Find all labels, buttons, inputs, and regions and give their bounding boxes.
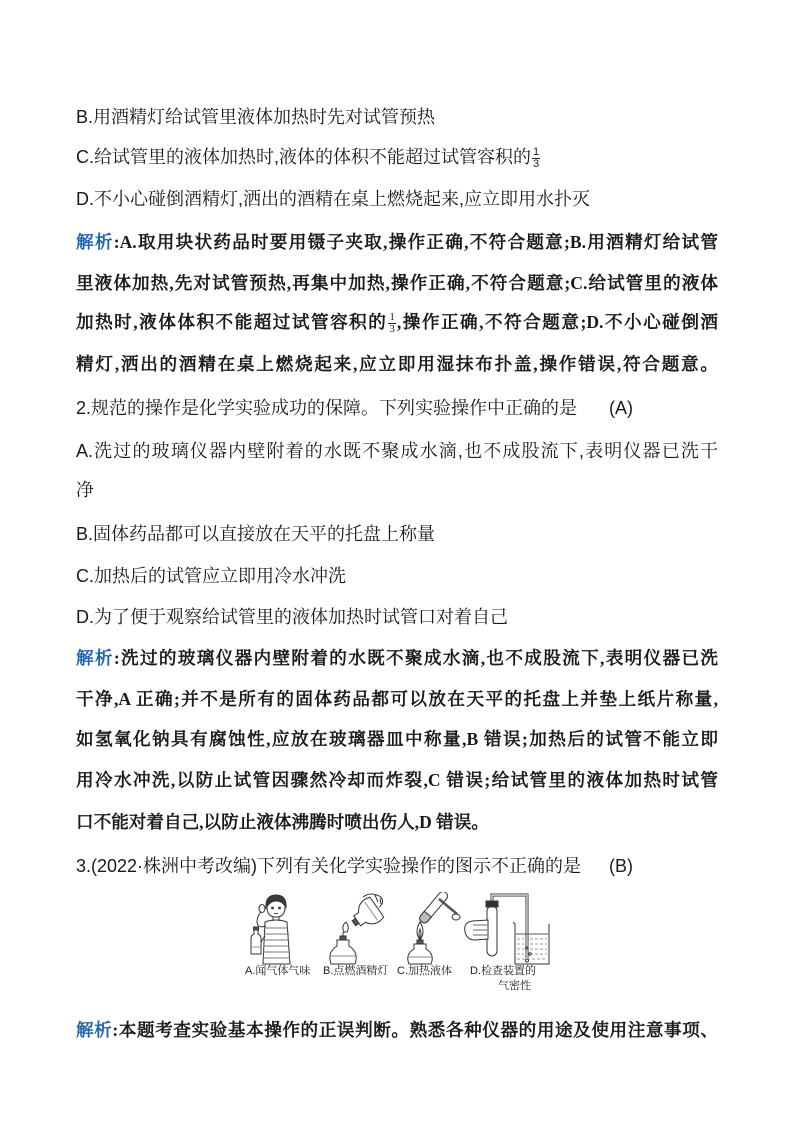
analysis-text: :A.取用块状药品时要用镊子夹取,操作正确,不符合题意;B.用酒精灯给试管 [113,232,718,252]
analysis1-line3 [76,309,718,335]
analysis2-line3: 如氢氧化钠具有腐蚀性,应放在玻璃器皿中称量,B 错误;加热后的试管不能立即 [76,729,718,749]
q2-stem: 2.规范的操作是化学实验成功的保障。下列实验操作中正确的是 [76,398,578,418]
analysis2-line4: 用冷水冲洗,以防止试管因骤然冷却而炸裂,C 错误;给试管里的液体加热时试管 [76,770,718,790]
analysis-text: ,操作正确,不符合题意;D.不小心碰倒酒 [396,312,718,332]
analysis1-line4: 精灯,洒出的酒精在桌上燃烧起来,应立即用湿抹布扑盖,操作错误,符合题意。 [76,354,718,374]
figure-caption-c: C.加热液体 [397,965,452,977]
q2-option-d: D.为了便于观察给试管里的液体加热时试管口对着自己 [76,607,508,627]
analysis-label: 解析 [76,1020,113,1040]
analysis-text: :洗过的玻璃仪器内壁附着的水既不聚成水滴,也不成股流下,表明仪器已洗 [113,648,718,668]
experiment-figure [243,892,553,968]
fraction [532,147,540,170]
analysis-text: 加热时,液体体积不能超过试管容积的 [76,312,388,332]
test-tube-heating-icon [408,892,460,964]
alcohol-lamp-lighting-icon [330,894,385,964]
analysis1-line2: 里液体加热,先对试管预热,再集中加热,操作正确,不符合题意;C.给试管里的液体 [76,273,718,293]
analysis-text: :本题考查实验基本操作的正误判断。熟悉各种仪器的用途及使用注意事项、 [112,1020,718,1040]
airtightness-check-apparatus-icon [465,895,549,964]
q1-option-c [76,144,541,170]
q2-option-b: B.固体药品都可以直接放在天平的托盘上称量 [76,524,436,544]
q2-option-c: C.加热后的试管应立即用冷水冲洗 [76,566,346,586]
person-smelling-gas-icon [251,895,290,964]
figure-caption-d-line2: 气密性 [498,980,531,992]
q1-option-b: B.用酒精灯给试管里液体加热时先对试管预热 [76,107,436,127]
q2-option-a-line1: A.洗过的玻璃仪器内壁附着的水既不聚成水滴,也不成股流下,表明仪器已洗干 [76,441,718,461]
fraction-denominator: 3 [389,323,395,335]
analysis-label: 解析 [76,232,114,252]
figure-caption-d-line1: D.检查装置的 [470,965,536,977]
q3-answer: (B) [609,856,633,876]
fraction-denominator: 3 [533,157,540,170]
q2-answer: (A) [609,398,633,418]
fraction [388,312,396,335]
figure-caption-a: A.闻气体气味 [245,965,311,977]
q1-option-d: D.不小心碰倒酒精灯,洒出的酒精在桌上燃烧起来,应立即用水扑灭 [76,189,590,209]
analysis2-line5: 口不能对着自己,以防止液体沸腾时喷出伤人,D 错误。 [76,812,489,832]
fraction-numerator: 1 [389,311,395,324]
q3-stem: 3.(2022·株洲中考改编)下列有关化学实验操作的图示不正确的是 [76,856,582,876]
analysis1-line1 [76,229,718,255]
q1-option-c-text: C.给试管里的液体加热时,液体的体积不能超过试管容积的 [76,147,531,167]
fraction-numerator: 1 [533,145,540,158]
figure-caption-b: B.点燃酒精灯 [323,965,389,977]
analysis3-line1 [76,1017,718,1043]
analysis2-line2: 干净,A 正确;并不是所有的固体药品都可以放在天平的托盘上并垫上纸片称量, [76,689,718,709]
analysis-label: 解析 [76,648,114,668]
q2-option-a-line2: 净 [76,480,94,500]
analysis2-line1 [76,645,718,671]
